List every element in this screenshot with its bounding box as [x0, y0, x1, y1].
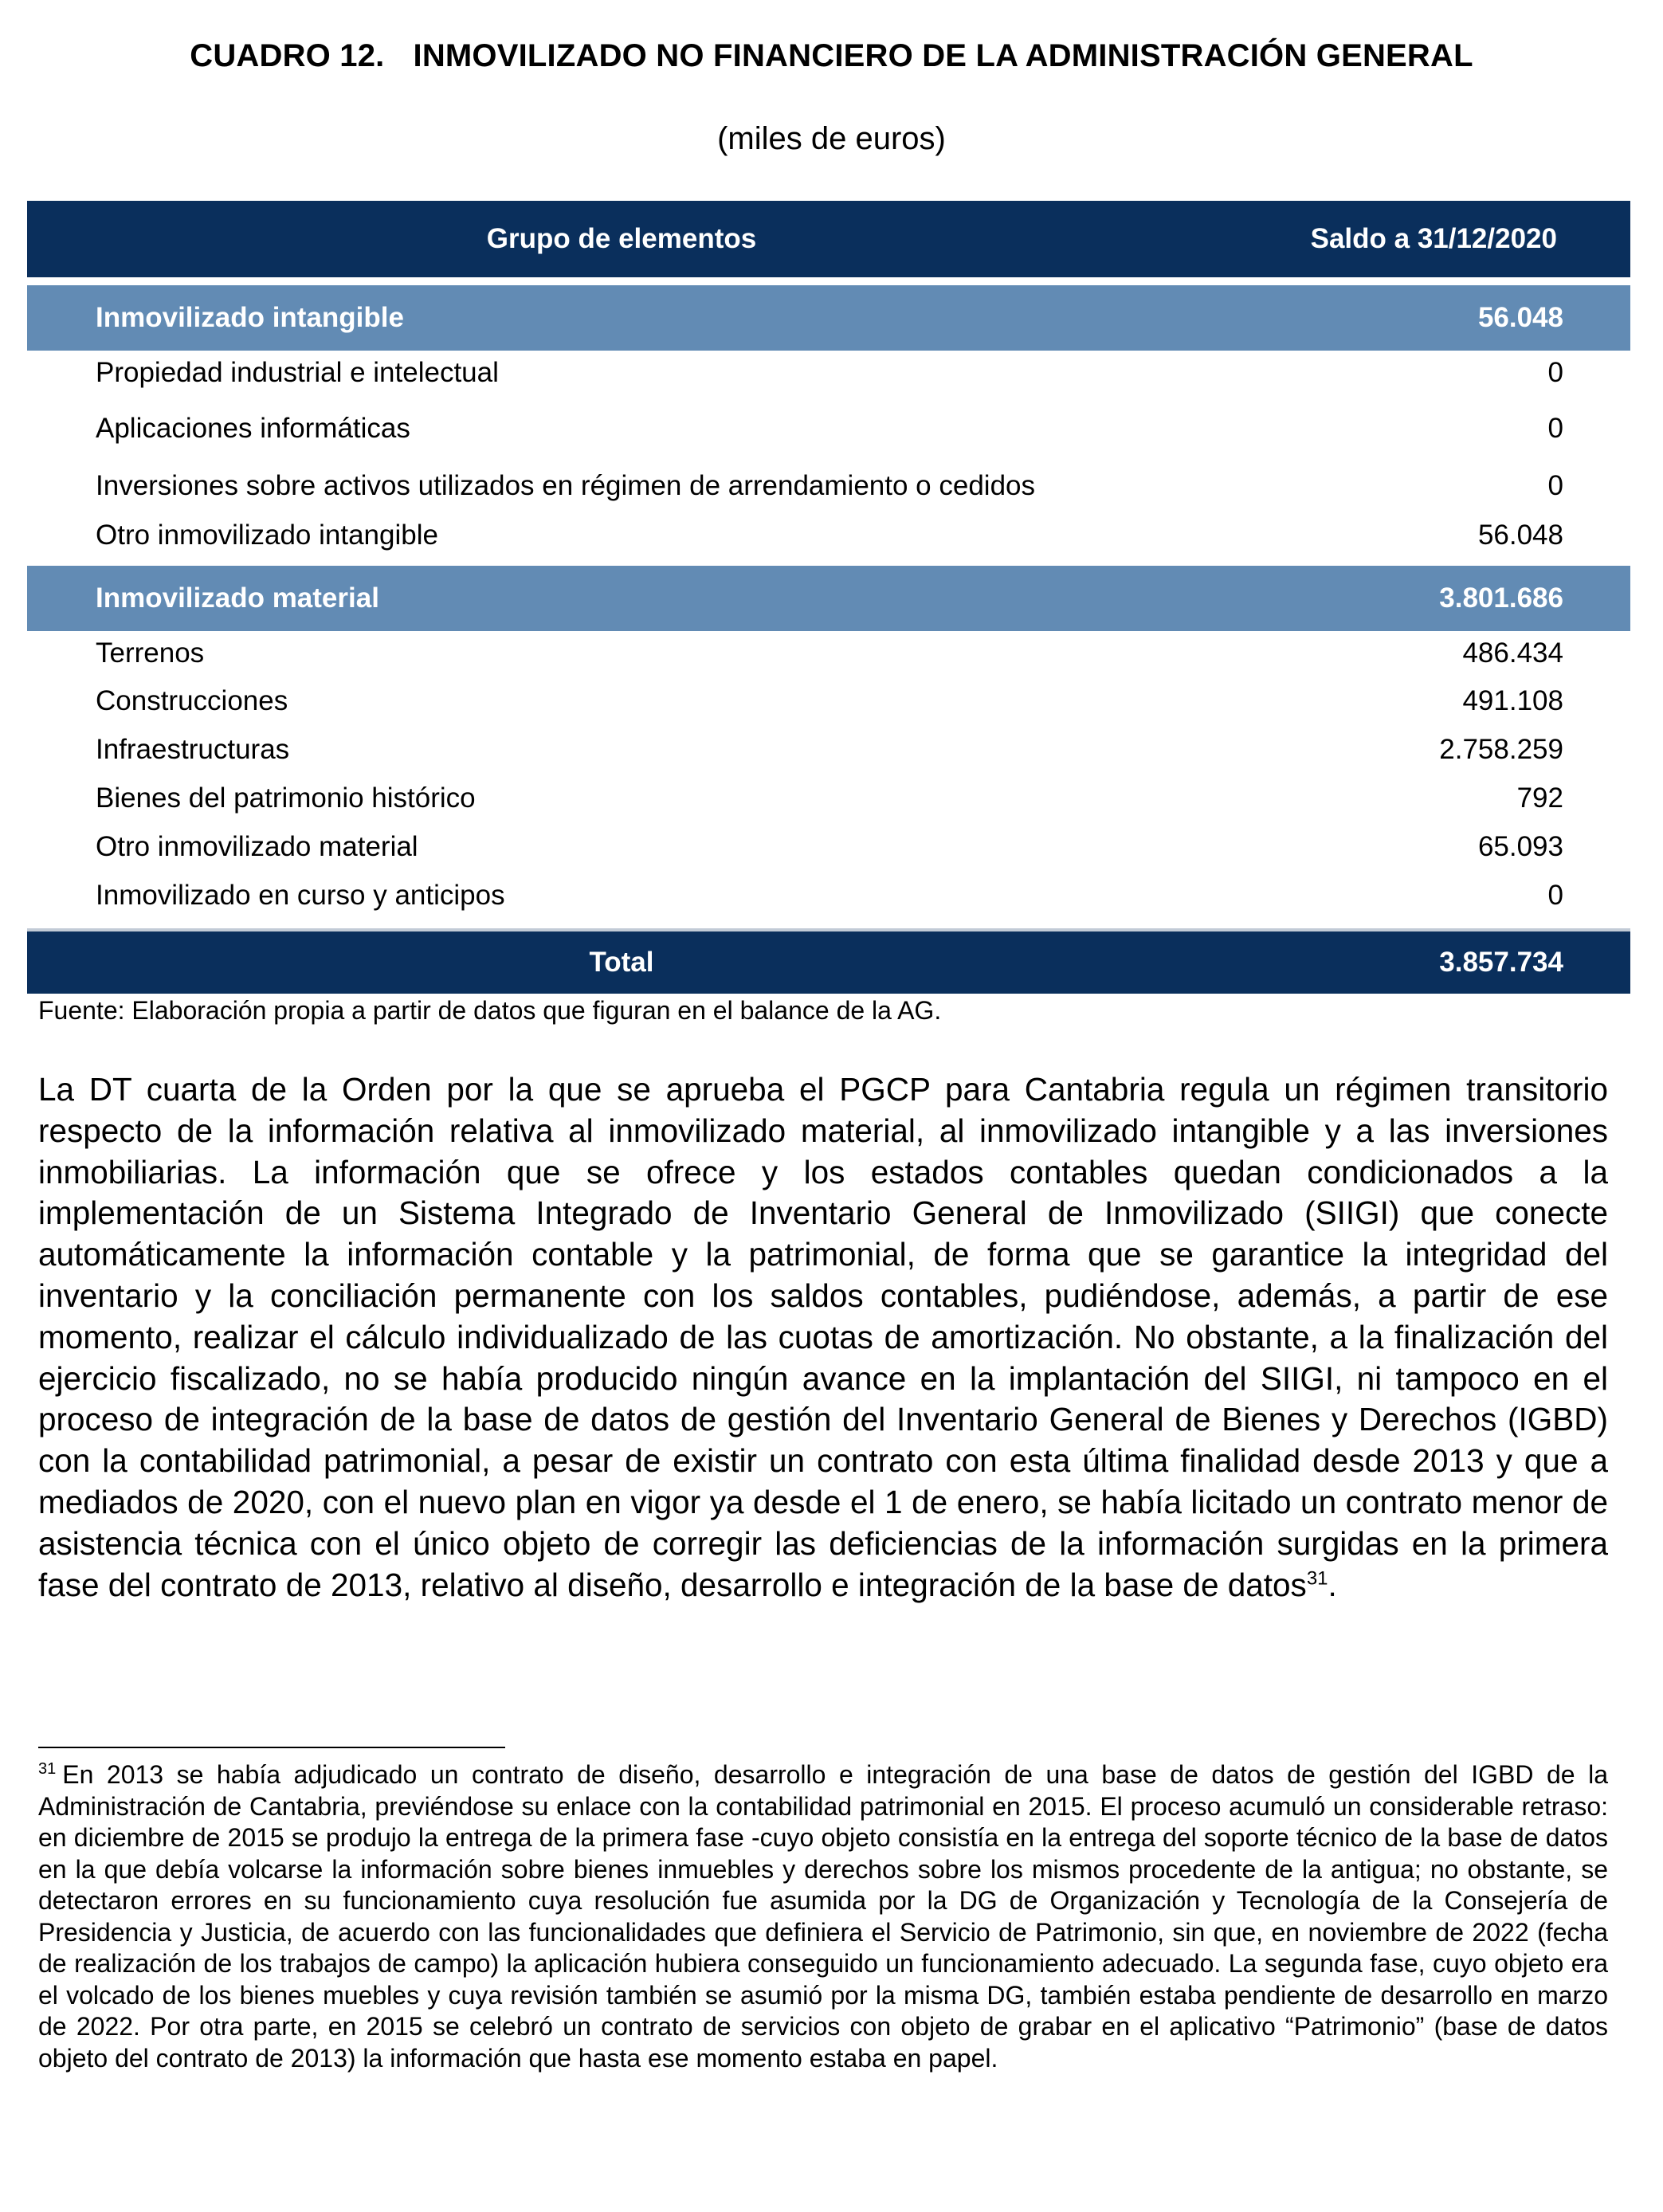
row-value: 486.434: [1462, 637, 1563, 669]
table-row: [27, 877, 1630, 928]
table-row: [27, 513, 1630, 566]
row-label: Aplicaciones informáticas: [96, 413, 410, 444]
group-label: Inmovilizado material: [96, 582, 379, 614]
table-row: [27, 828, 1630, 877]
row-label: Otro inmovilizado material: [96, 831, 418, 862]
total-row: [27, 931, 1630, 994]
row-value: 56.048: [1477, 520, 1563, 551]
header-balance-column: Saldo a 31/12/2020: [1310, 223, 1557, 254]
row-label: Propiedad industrial e intelectual: [96, 357, 499, 388]
row-value: 792: [1516, 782, 1563, 814]
paragraph-text: La DT cuarta de la Orden por la que se aprueba el PGCP para Cantabria regula un régimen transitorio respecto de la información relativa al inmovilizado material, al inmovilizado intangible y a las inversiones inmobiliarias. La información que se ofrece y los estados contables quedan condicionados a la implementación de un Sistema Integrado de Inventario General de Inmovilizado (SIIGI) que conecte automáticamente la información contable y la patrimonial, de forma que se garantice la integridad del inventario y la conciliación permanente con los saldos contables, pudiéndose, además, a partir de ese momento, realizar el cálculo individualizado de las cuotas de amortización. No obstante, a la finalización del ejercicio fiscalizado, no se había producido ningún avance en la implantación del SIIGI, ni tampoco en el proceso de integración de la base de datos de gestión del Inventario General de Bienes y Derechos (IGBD) con la contabilidad patrimonial, a pesar de existir un contrato con esta última finalidad desde 2013 y que a mediados de 2020, con el nuevo plan en vigor ya desde el 1 de enero, se había licitado un contrato menor de asistencia técnica con el único objeto de corregir las deficiencias de la información surgidas en la primera fase del contrato de 2013, relativo al diseño, desarrollo e integración de la base de datos: [38, 1071, 1608, 1603]
table-title: [0, 38, 1663, 74]
table-header: [27, 201, 1630, 277]
row-value: 65.093: [1477, 831, 1563, 862]
table-units: (miles de euros): [717, 121, 946, 156]
header-group-column: Grupo de elementos: [486, 223, 757, 254]
row-label: Inversiones sobre activos utilizados en régimen de arrendamiento o cedidos: [96, 470, 1035, 501]
table-row: [27, 351, 1630, 406]
row-label: Infraestructuras: [96, 734, 290, 765]
table-number: CUADRO 12.: [190, 38, 385, 73]
table-row: [27, 779, 1630, 828]
fixed-assets-table: [27, 201, 1630, 994]
group-value: 3.801.686: [1439, 582, 1563, 614]
row-value: 2.758.259: [1439, 734, 1563, 765]
row-label: Bienes del patrimonio histórico: [96, 782, 476, 814]
group-row-intangible: [27, 285, 1630, 351]
row-label: Construcciones: [96, 685, 288, 716]
group-label: Inmovilizado intangible: [96, 302, 404, 333]
table-row: [27, 406, 1630, 464]
footnote-number: 31: [38, 1760, 57, 1779]
total-label: Total: [589, 947, 654, 978]
row-value: 0: [1547, 880, 1563, 911]
table-source: Fuente: Elaboración propia a partir de datos que figuran en el balance de la AG.: [38, 996, 942, 1025]
paragraph-end: .: [1328, 1566, 1337, 1603]
total-value: 3.857.734: [1439, 947, 1563, 978]
row-label: Terrenos: [96, 637, 205, 669]
footnote-text: En 2013 se había adjudicado un contrato de diseño, desarrollo e integración de una base de datos de gestión del IGBD de la Administración de Cantabria, previéndose su enlace con la contabilidad patrimonial en 2015. El proceso acumuló un considerable retraso: en diciembre de 2015 se produjo la entrega de la primera fase -cuyo objeto consistía en la entrega del soporte técnico de la base de datos en la que debía volcarse la información sobre bienes inmuebles y derechos sobre los mismos procedente de la antigua; no obstante, se detectaron errores en su funcionamiento cuya resolución fue asumida por la DG de Organización y Tecnología de la Consejería de Presidencia y Justicia, de acuerdo con las funcionalidades que definiera el Servicio de Patrimonio, sin que, en noviembre de 2022 (fecha de realización de los trabajos de campo) la aplicación hubiera conseguido un funcionamiento adecuado. La segunda fase, cuyo objeto era el volcado de los bienes muebles y cuya revisión también se asumió por la misma DG, también estaba pendiente de desarrollo en marzo de 2022. Por otra parte, en 2015 se celebró un contrato de servicios con objeto de grabar en el aplicativo “Patrimonio” (base de datos objeto del contrato de 2013) la información que hasta ese momento estaba en papel.: [38, 1760, 1608, 2073]
table-title-text: INMOVILIZADO NO FINANCIERO DE LA ADMINISTRACIÓN GENERAL: [413, 38, 1473, 73]
group-row-material: [27, 566, 1630, 631]
row-value: 0: [1547, 413, 1563, 444]
table-row: [27, 464, 1630, 513]
row-value: 491.108: [1462, 685, 1563, 716]
footnote-reference: 31: [1306, 1567, 1328, 1590]
row-value: 0: [1547, 470, 1563, 501]
footnote-separator: [38, 1747, 505, 1748]
group-value: 56.048: [1477, 302, 1563, 333]
table-row: [27, 682, 1630, 731]
row-label: Otro inmovilizado intangible: [96, 520, 438, 551]
footnote: [38, 1759, 1608, 2074]
row-label: Inmovilizado en curso y anticipos: [96, 880, 505, 911]
table-row: [27, 731, 1630, 779]
row-value: 0: [1547, 357, 1563, 388]
body-paragraph: [38, 1069, 1608, 1606]
table-row: [27, 631, 1630, 682]
